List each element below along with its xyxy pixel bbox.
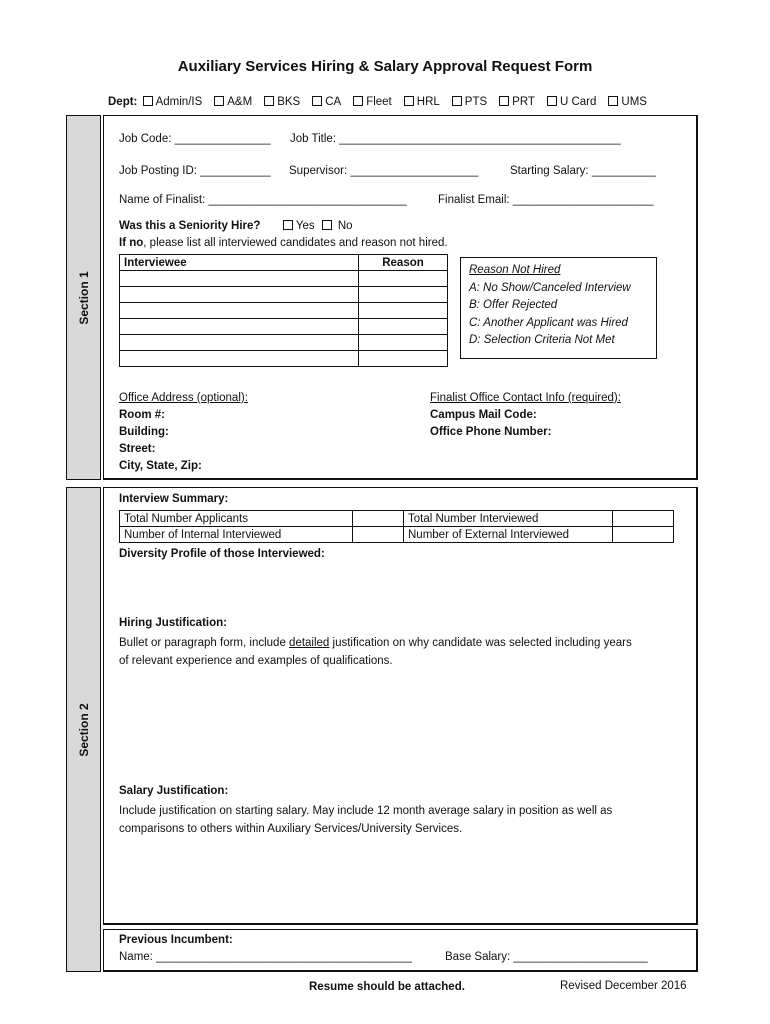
reason-item: A: No Show/Canceled Interview — [469, 281, 631, 294]
section-2-label: Section 2 — [76, 702, 91, 757]
dept-option-label: PRT — [512, 96, 535, 108]
if-no-rest: , please list all interviewed candidates and reason not hired. — [143, 237, 448, 249]
diversity-profile-heading: Diversity Profile of those Interviewed: — [119, 548, 325, 560]
dept-option — [450, 96, 487, 108]
yes-label: Yes — [295, 220, 315, 232]
table-row — [120, 351, 448, 367]
salary-justification-heading: Salary Justification: — [119, 785, 229, 797]
reason-cell[interactable] — [359, 319, 448, 335]
job-posting-id-field[interactable]: Job Posting ID: ___________ — [119, 165, 271, 177]
table-row — [120, 335, 448, 351]
job-title-field[interactable]: Job Title: ____________________________________________ — [290, 133, 621, 145]
office-contact — [430, 390, 621, 441]
dept-option — [497, 96, 535, 108]
section-2-tab — [66, 487, 101, 972]
reason-cell[interactable] — [359, 351, 448, 367]
dept-option-label: U Card — [559, 96, 597, 108]
summary-label: Number of External Interviewed — [404, 527, 613, 543]
dept-option-label: A&M — [227, 96, 253, 108]
interviewee-table — [119, 254, 448, 367]
if-no-instruction — [119, 237, 448, 249]
seniority-question — [119, 220, 353, 232]
street-field[interactable]: Street: — [119, 443, 156, 455]
hiring-justification-heading: Hiring Justification: — [119, 617, 227, 629]
room-field[interactable]: Room #: — [119, 409, 165, 421]
hiring-text-part: Bullet or paragraph form, include — [119, 637, 290, 649]
office-address — [119, 390, 248, 475]
section-1-label: Section 1 — [76, 270, 91, 325]
dept-option — [310, 96, 341, 108]
dept-checkbox[interactable] — [214, 96, 224, 106]
finalist-email-field[interactable]: Finalist Email: ______________________ — [438, 194, 654, 206]
dept-option — [141, 96, 203, 108]
dept-option — [606, 96, 647, 108]
summary-value[interactable] — [353, 527, 404, 543]
dept-checkbox[interactable] — [404, 96, 414, 106]
contact-heading: Finalist Office Contact Info (required): — [430, 392, 621, 404]
dept-checkbox[interactable] — [547, 96, 557, 106]
salary-justification-text — [119, 802, 612, 838]
dept-label: Dept: — [108, 96, 138, 108]
dept-option-label: UMS — [621, 96, 647, 108]
summary-label: Total Number Interviewed — [404, 511, 613, 527]
reason-cell[interactable] — [359, 287, 448, 303]
interviewee-cell[interactable] — [120, 303, 359, 319]
hiring-text-part: justification on why candidate was selected including years — [329, 637, 632, 649]
building-field[interactable]: Building: — [119, 426, 169, 438]
dept-option-label: CA — [325, 96, 342, 108]
reason-item: C: Another Applicant was Hired — [469, 316, 628, 329]
table-row — [120, 527, 674, 543]
seniority-question-text: Was this a Seniority Hire? — [119, 220, 261, 232]
reason-legend — [460, 257, 657, 359]
table-row — [120, 511, 674, 527]
yes-checkbox[interactable] — [283, 220, 293, 230]
salary-text-line: comparisons to others within Auxiliary Services/University Services. — [119, 823, 463, 835]
dept-option — [262, 96, 300, 108]
campus-mail-code-field[interactable]: Campus Mail Code: — [430, 409, 537, 421]
reason-header: Reason — [359, 255, 448, 271]
dept-checkbox[interactable] — [312, 96, 322, 106]
page-title: Auxiliary Services Hiring & Salary Approval Request Form — [177, 58, 593, 75]
previous-base-salary-field[interactable]: Base Salary: _____________________ — [445, 951, 648, 963]
interviewee-header: Interviewee — [120, 255, 359, 271]
reason-cell[interactable] — [359, 303, 448, 319]
interviewee-cell[interactable] — [120, 319, 359, 335]
dept-checkbox[interactable] — [264, 96, 274, 106]
previous-name-field[interactable]: Name: ________________________________________ — [119, 951, 412, 963]
dept-option — [212, 96, 252, 108]
dept-checkbox[interactable] — [499, 96, 509, 106]
starting-salary-field[interactable]: Starting Salary: __________ — [510, 165, 656, 177]
reason-cell[interactable] — [359, 271, 448, 287]
dept-option — [402, 96, 440, 108]
job-code-field[interactable]: Job Code: _______________ — [119, 133, 271, 145]
reason-cell[interactable] — [359, 335, 448, 351]
reason-item: B: Offer Rejected — [469, 299, 558, 311]
reason-item: D: Selection Criteria Not Met — [469, 334, 615, 346]
summary-value[interactable] — [613, 527, 674, 543]
summary-value[interactable] — [613, 511, 674, 527]
salary-text-line: Include justification on starting salary. May include 12 month average salary in position as well as — [119, 805, 613, 817]
dept-checkbox[interactable] — [353, 96, 363, 106]
dept-option — [545, 96, 596, 108]
dept-option-label: HRL — [416, 96, 440, 108]
dept-option-label: PTS — [464, 96, 488, 108]
dept-row — [108, 96, 657, 108]
interview-summary-table — [119, 510, 674, 543]
hiring-text-part: of relevant experience and examples of qualifications. — [119, 655, 393, 667]
name-of-finalist-field[interactable]: Name of Finalist: _______________________________ — [119, 194, 407, 206]
revised-date: Revised December 2016 — [560, 980, 687, 992]
previous-incumbent-heading: Previous Incumbent: — [119, 934, 233, 946]
summary-label: Total Number Applicants — [120, 511, 353, 527]
dept-checkbox[interactable] — [608, 96, 618, 106]
dept-option — [351, 96, 392, 108]
resume-note: Resume should be attached. — [309, 981, 465, 993]
office-address-heading: Office Address (optional): — [119, 392, 248, 404]
table-row — [120, 287, 448, 303]
interviewee-cell[interactable] — [120, 287, 359, 303]
table-row — [120, 303, 448, 319]
interview-summary-heading: Interview Summary: — [119, 493, 229, 505]
supervisor-field[interactable]: Supervisor: ____________________ — [289, 165, 479, 177]
city-state-zip-field[interactable]: City, State, Zip: — [119, 460, 202, 472]
table-row — [120, 319, 448, 335]
if-no-bold: If no — [119, 237, 144, 249]
dept-option-label: BKS — [277, 96, 301, 108]
hiring-text-underlined: detailed — [289, 637, 330, 649]
table-row — [120, 271, 448, 287]
interviewee-cell[interactable] — [120, 271, 359, 287]
no-checkbox[interactable] — [322, 220, 332, 230]
reason-legend-title: Reason Not Hired — [469, 264, 561, 276]
interviewee-cell[interactable] — [120, 351, 359, 367]
summary-value[interactable] — [353, 511, 404, 527]
section-1-tab — [66, 115, 101, 480]
dept-option-label: Fleet — [366, 96, 392, 108]
dept-checkbox[interactable] — [452, 96, 462, 106]
no-label: No — [337, 220, 353, 232]
dept-option-label: Admin/IS — [155, 96, 203, 108]
summary-label: Number of Internal Interviewed — [120, 527, 353, 543]
dept-checkbox[interactable] — [143, 96, 153, 106]
interviewee-cell[interactable] — [120, 335, 359, 351]
hiring-justification-text — [119, 634, 632, 670]
office-phone-field[interactable]: Office Phone Number: — [430, 426, 552, 438]
